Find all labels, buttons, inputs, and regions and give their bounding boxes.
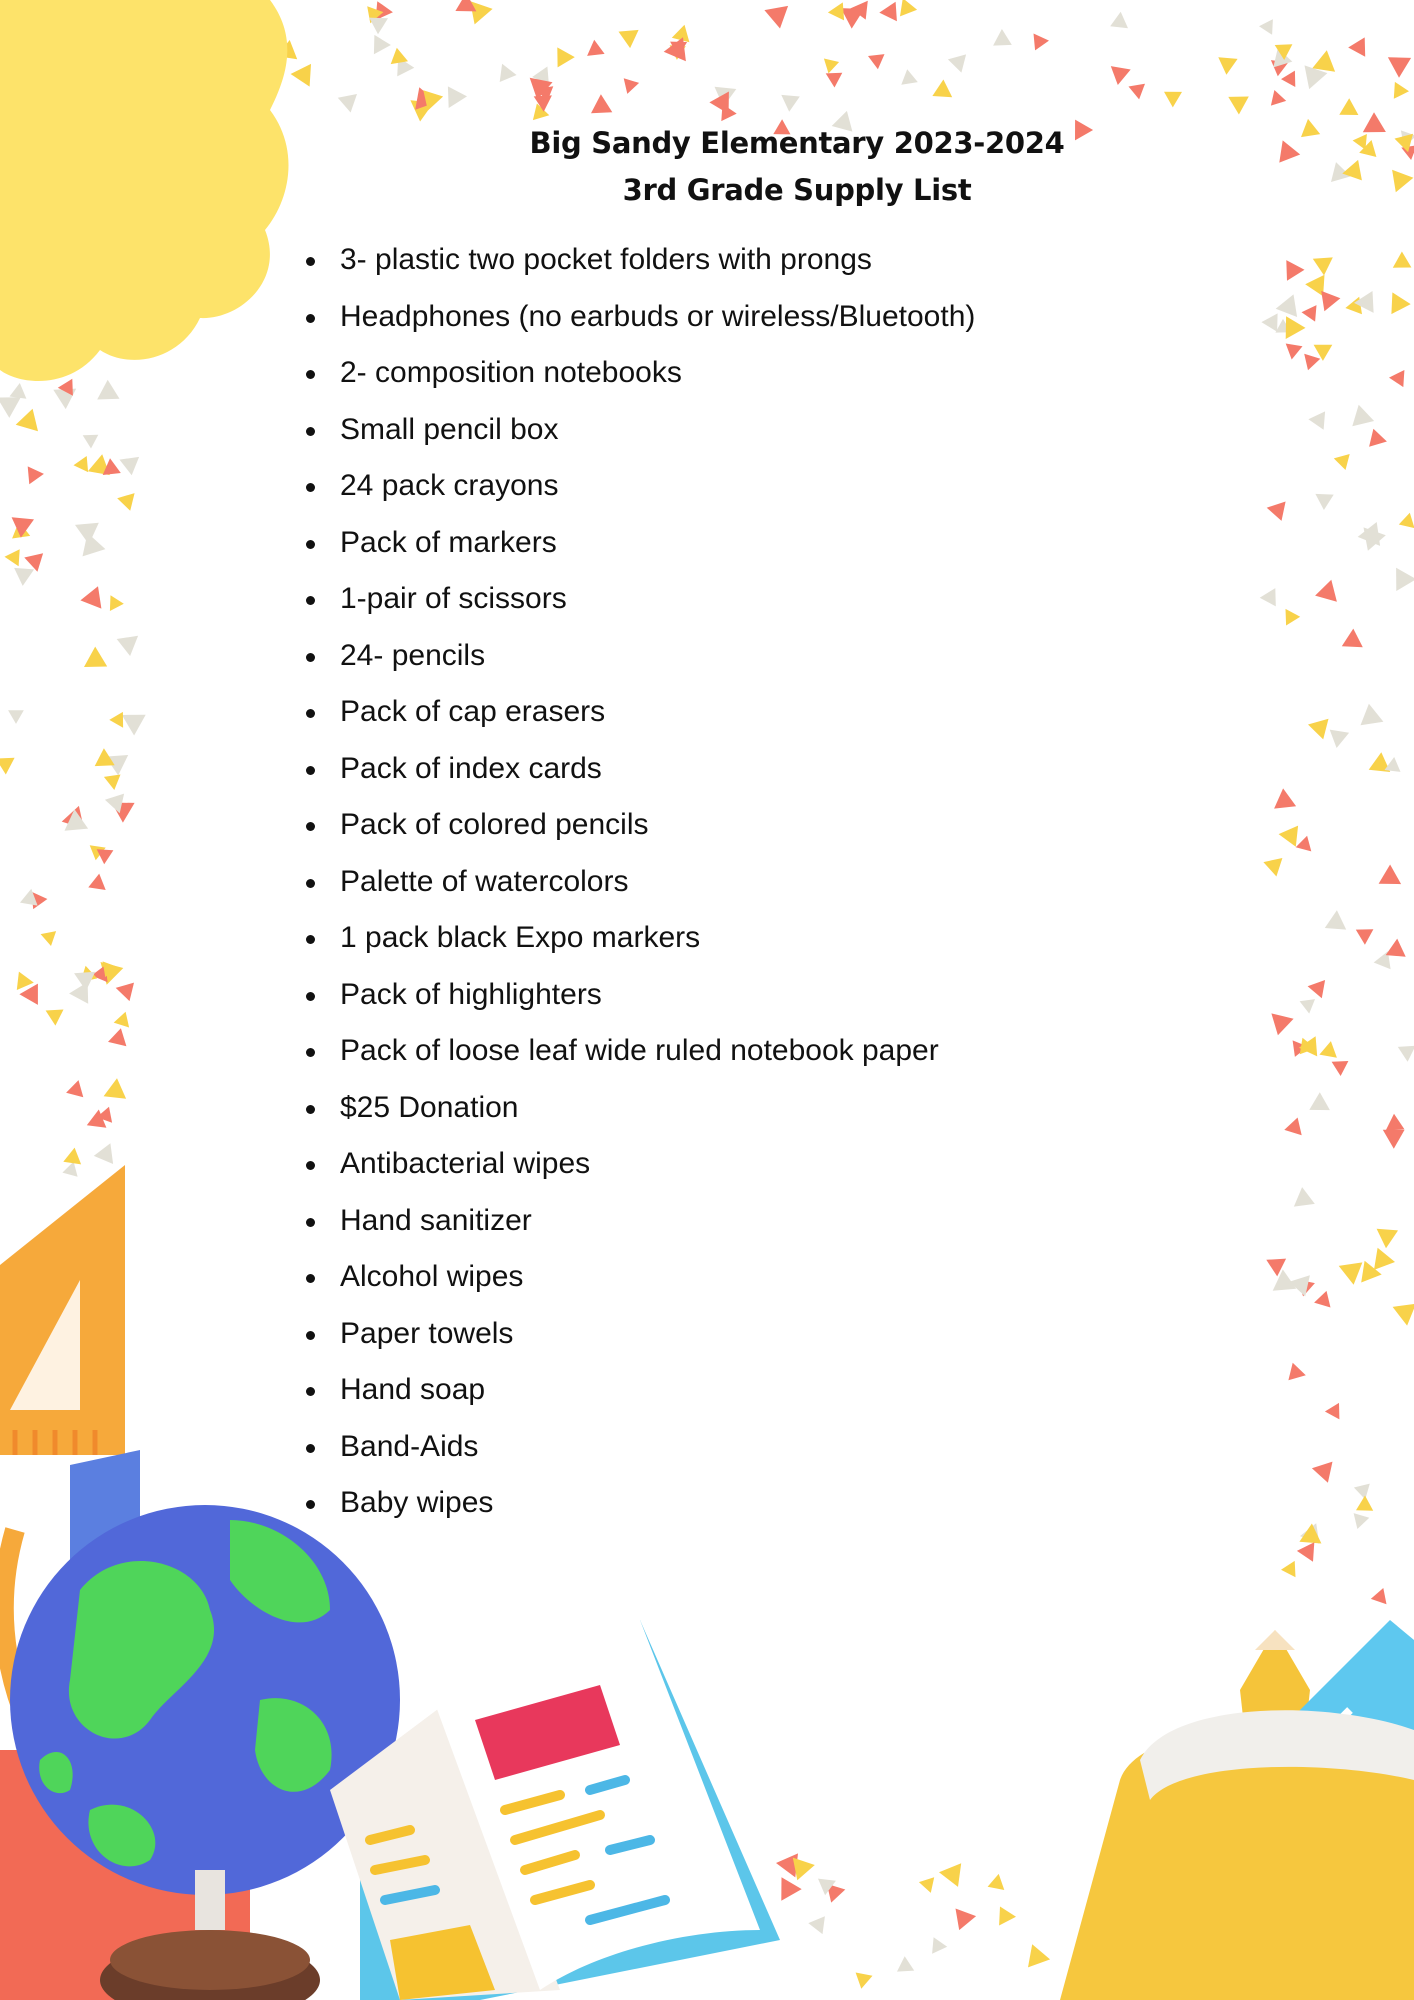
list-item: Pack of cap erasers xyxy=(300,692,975,749)
list-item: 1-pair of scissors xyxy=(300,579,975,636)
list-item: Pack of markers xyxy=(300,523,975,580)
list-item: Small pencil box xyxy=(300,410,975,467)
list-item: Paper towels xyxy=(300,1314,975,1371)
list-item: Alcohol wipes xyxy=(300,1257,975,1314)
list-item: $25 Donation xyxy=(300,1088,975,1145)
list-item: 3- plastic two pocket folders with prongs xyxy=(300,240,975,297)
ruler-triangle-icon xyxy=(0,1165,125,1455)
list-title: 3rd Grade Supply List xyxy=(622,173,972,207)
list-item: Band-Aids xyxy=(300,1427,975,1484)
list-item: Antibacterial wipes xyxy=(300,1144,975,1201)
list-item: Pack of colored pencils xyxy=(300,805,975,862)
list-item: Hand soap xyxy=(300,1370,975,1427)
list-item: Hand sanitizer xyxy=(300,1201,975,1258)
pencil-cup-icon xyxy=(1060,1620,1414,2000)
list-item: Headphones (no earbuds or wireless/Bluetooth) xyxy=(300,297,975,354)
list-item: 2- composition notebooks xyxy=(300,353,975,410)
list-item: Pack of highlighters xyxy=(300,975,975,1032)
list-item: Palette of watercolors xyxy=(300,862,975,919)
school-title: Big Sandy Elementary 2023-2024 xyxy=(529,126,1065,160)
list-item: Baby wipes xyxy=(300,1483,975,1540)
list-item: 24- pencils xyxy=(300,636,975,693)
list-item: 1 pack black Expo markers xyxy=(300,918,975,975)
list-item: 24 pack crayons xyxy=(300,466,975,523)
list-item: Pack of index cards xyxy=(300,749,975,806)
list-item: Pack of loose leaf wide ruled notebook paper xyxy=(300,1031,975,1088)
